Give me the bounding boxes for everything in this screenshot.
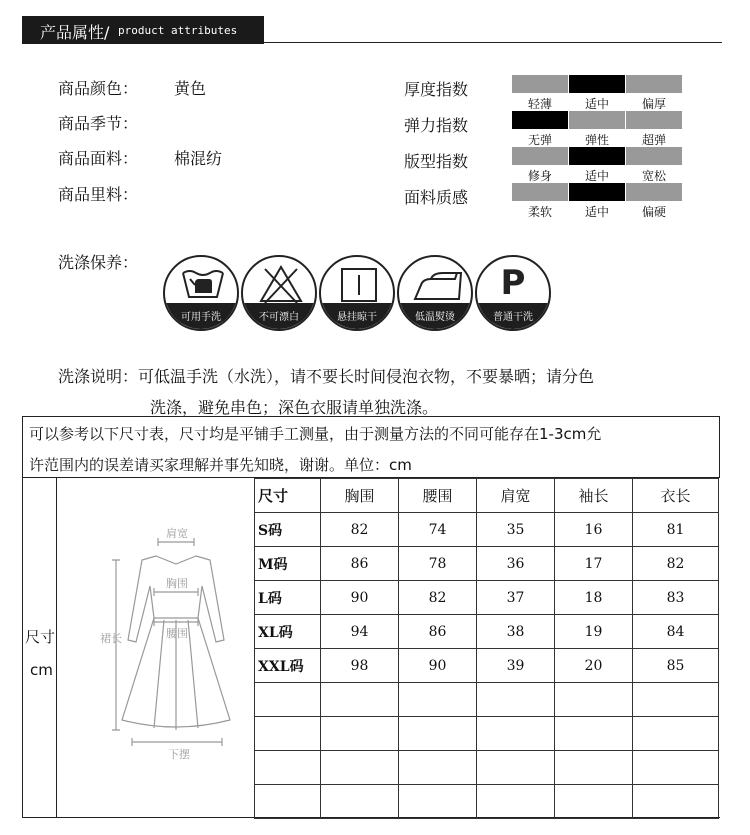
index-scale-segment xyxy=(512,75,568,93)
size-table-cell: 20 xyxy=(555,649,633,683)
size-table-cell: 82 xyxy=(633,547,719,581)
index-scale-segment xyxy=(569,111,625,129)
size-table-cell xyxy=(555,683,633,717)
diagram-waist-label: 腰围 xyxy=(166,627,188,640)
index-scale-segment xyxy=(569,147,625,165)
index-scale-segment xyxy=(626,111,682,129)
index-option-label: 适中 xyxy=(584,205,609,219)
diagram-length-label: 裙长 xyxy=(100,632,122,645)
size-table-cell: 98 xyxy=(321,649,399,683)
attr-fabric-label: 商品面料： xyxy=(58,149,139,168)
hand-wash-label: 可用手洗 xyxy=(181,312,221,323)
size-table-cell xyxy=(321,751,399,785)
index-scale-segment xyxy=(626,147,682,165)
attr-lining-label: 商品里料： xyxy=(58,185,139,204)
size-table-cell xyxy=(555,785,633,819)
table-row xyxy=(255,751,719,785)
table-row xyxy=(255,717,719,751)
size-table-cell: 36 xyxy=(477,547,555,581)
table-row xyxy=(255,785,719,819)
index-scale-2 xyxy=(512,147,682,165)
header-title-cn: 产品属性/ xyxy=(40,23,110,42)
index-texture-label: 面料质感 xyxy=(404,188,469,207)
table-row xyxy=(255,649,719,683)
garment-diagram xyxy=(96,520,256,770)
table-row xyxy=(255,513,719,547)
size-table-cell: XL码 xyxy=(255,615,321,649)
size-table-cell xyxy=(633,785,719,819)
table-row xyxy=(255,683,719,717)
wash-note-line1: 洗涤说明：可低温手洗（水洗），请不要长时间侵泡衣物，不要暴晒；请分色 xyxy=(58,367,595,386)
side-unit-label: cm xyxy=(30,661,53,679)
low-iron-icon xyxy=(397,255,473,331)
hang-dry-label: 悬挂晾干 xyxy=(337,312,377,323)
size-table-header-cell: 袖长 xyxy=(555,479,633,513)
index-option-label: 超弹 xyxy=(641,133,666,147)
diagram-shoulder-label: 肩宽 xyxy=(166,527,188,540)
size-table-cell xyxy=(555,717,633,751)
size-table-cell xyxy=(399,785,477,819)
size-table-cell xyxy=(633,683,719,717)
index-option-label: 宽松 xyxy=(641,169,666,183)
diagram-chest-label: 胸围 xyxy=(166,577,188,590)
care-title: 洗涤保养： xyxy=(58,253,139,272)
size-table-cell xyxy=(321,683,399,717)
dry-clean-symbol: P xyxy=(500,263,526,303)
size-table-cell: 16 xyxy=(555,513,633,547)
size-table-cell: 17 xyxy=(555,547,633,581)
size-note-line1: 可以参考以下尺寸表，尺寸均是平铺手工测量，由于测量方法的不同可能存在1-3cm允 xyxy=(29,425,602,443)
size-note-line2: 许范围内的误差请买家理解并事先知晓，谢谢。单位：cm xyxy=(29,456,412,474)
attr-color-label: 商品颜色： xyxy=(58,79,139,98)
size-table-cell xyxy=(555,751,633,785)
index-scale-3 xyxy=(512,183,682,201)
index-option-label: 适中 xyxy=(584,169,609,183)
index-scale-segment xyxy=(569,183,625,201)
table-row xyxy=(255,615,719,649)
size-table-header xyxy=(255,479,719,513)
size-table-header-cell: 衣长 xyxy=(633,479,719,513)
section-header xyxy=(22,16,264,44)
size-table-cell xyxy=(477,751,555,785)
index-option-label: 偏硬 xyxy=(641,205,666,219)
index-fit-label: 版型指数 xyxy=(404,152,469,171)
size-table-cell: S码 xyxy=(255,513,321,547)
index-scale-segment xyxy=(512,111,568,129)
size-table-header-cell: 肩宽 xyxy=(477,479,555,513)
size-table-cell xyxy=(399,683,477,717)
size-note-box xyxy=(22,416,720,478)
size-table-cell xyxy=(321,785,399,819)
size-table-cell: 35 xyxy=(477,513,555,547)
size-table-cell: 90 xyxy=(399,649,477,683)
dry-clean-label: 普通干洗 xyxy=(493,312,533,323)
side-divider xyxy=(56,478,57,818)
index-scale-segment xyxy=(512,183,568,201)
attr-season-label: 商品季节： xyxy=(58,114,139,133)
diagram-hem-label: 下摆 xyxy=(168,748,190,761)
size-table-cell: XXL码 xyxy=(255,649,321,683)
size-table-cell xyxy=(633,751,719,785)
size-table-cell xyxy=(255,785,321,819)
index-option-label: 柔软 xyxy=(527,205,552,219)
size-table-cell xyxy=(399,717,477,751)
size-table-cell: 39 xyxy=(477,649,555,683)
size-table-header-cell: 腰围 xyxy=(399,479,477,513)
no-bleach-icon xyxy=(241,255,317,331)
header-divider xyxy=(264,42,722,43)
size-table-cell: 78 xyxy=(399,547,477,581)
size-table-cell: 37 xyxy=(477,581,555,615)
size-table-cell: 83 xyxy=(633,581,719,615)
table-row xyxy=(255,547,719,581)
index-option-label: 修身 xyxy=(527,169,552,183)
size-table xyxy=(254,478,719,819)
size-table-cell: 94 xyxy=(321,615,399,649)
size-table-cell: 86 xyxy=(321,547,399,581)
wash-note-line2: 洗涤，避免串色；深色衣服请单独洗涤。 xyxy=(150,398,439,417)
size-table-cell xyxy=(321,717,399,751)
index-option-label: 偏厚 xyxy=(641,97,666,111)
size-table-cell: 84 xyxy=(633,615,719,649)
size-table-cell: 18 xyxy=(555,581,633,615)
hand-wash-icon xyxy=(163,255,239,331)
index-option-label: 适中 xyxy=(584,97,609,111)
size-table-cell: 82 xyxy=(321,513,399,547)
index-scale-1 xyxy=(512,111,682,129)
index-scale-0 xyxy=(512,75,682,93)
hang-dry-icon xyxy=(319,255,395,331)
dry-clean-icon xyxy=(475,255,551,331)
size-table-cell: 82 xyxy=(399,581,477,615)
index-option-label: 轻薄 xyxy=(527,97,552,111)
attr-fabric-value: 棉混纺 xyxy=(174,149,223,168)
size-table-cell xyxy=(399,751,477,785)
side-size-label: 尺寸 xyxy=(25,628,56,646)
size-table-cell xyxy=(255,751,321,785)
size-table-cell: 85 xyxy=(633,649,719,683)
size-table-cell: 38 xyxy=(477,615,555,649)
size-table-cell xyxy=(477,785,555,819)
header-title-en: product attributes xyxy=(118,24,238,37)
index-option-label: 无弹 xyxy=(527,133,552,147)
size-table-cell xyxy=(477,683,555,717)
index-option-label: 弹性 xyxy=(584,133,609,147)
index-stretch-label: 弹力指数 xyxy=(404,116,469,135)
attr-color-value: 黄色 xyxy=(174,79,207,98)
low-iron-label: 低温熨烫 xyxy=(415,312,455,323)
table-row xyxy=(255,581,719,615)
size-table-header-cell: 胸围 xyxy=(321,479,399,513)
size-table-cell xyxy=(255,683,321,717)
size-table-cell xyxy=(477,717,555,751)
index-scale-segment xyxy=(626,183,682,201)
size-table-cell: L码 xyxy=(255,581,321,615)
size-table-cell: 90 xyxy=(321,581,399,615)
size-table-cell: 86 xyxy=(399,615,477,649)
size-table-cell xyxy=(633,717,719,751)
size-table-cell: 74 xyxy=(399,513,477,547)
size-table-cell: 19 xyxy=(555,615,633,649)
size-table-header-cell: 尺寸 xyxy=(255,479,321,513)
index-thickness-label: 厚度指数 xyxy=(404,80,469,99)
size-table-cell: 81 xyxy=(633,513,719,547)
size-table-cell xyxy=(255,717,321,751)
index-scale-segment xyxy=(626,75,682,93)
index-scale-segment xyxy=(569,75,625,93)
size-table-cell: M码 xyxy=(255,547,321,581)
index-scale-segment xyxy=(512,147,568,165)
no-bleach-label: 不可漂白 xyxy=(259,312,299,323)
